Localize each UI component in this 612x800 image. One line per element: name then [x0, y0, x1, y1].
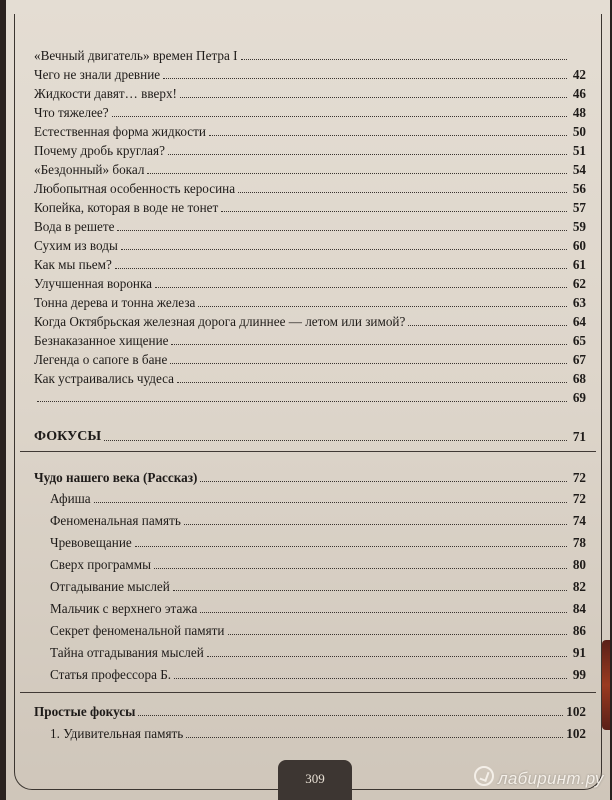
- toc-leader-dots: [163, 78, 567, 79]
- toc-entry-title: Сверх программы: [50, 557, 151, 572]
- toc-leader-dots: [115, 268, 567, 269]
- toc-entry-page: 69: [572, 390, 586, 405]
- toc-leader-dots: [228, 634, 568, 635]
- toc-entry-title: Феноменальная память: [50, 513, 181, 528]
- toc-entry-page: 74: [572, 513, 586, 528]
- toc-leader-dots: [112, 116, 567, 117]
- toc-subsection-title: Простые фокусы: [34, 704, 136, 719]
- toc-entry: [34, 158, 586, 178]
- toc-entry: [50, 487, 586, 507]
- labirint-logo-icon: [474, 766, 494, 786]
- toc-entry-page: 46: [572, 86, 586, 101]
- toc-leader-dots: [155, 287, 567, 288]
- toc-leader-dots: [94, 502, 567, 503]
- toc-section: [34, 425, 586, 445]
- toc-entry: [50, 553, 586, 573]
- toc-entry-title: Естественная форма жидкости: [34, 124, 206, 139]
- toc-leader-dots: [241, 59, 568, 60]
- toc-entry: [34, 329, 586, 349]
- toc-entry-title: Мальчик с верхнего этажа: [50, 601, 198, 616]
- toc-section-page: 71: [572, 429, 586, 444]
- toc-entry: [50, 722, 586, 742]
- toc-entry-title: Улучшенная воронка: [34, 276, 153, 291]
- toc-leader-dots: [154, 568, 567, 569]
- toc-entry-title: Тонна дерева и тонна железа: [34, 295, 196, 310]
- watermark-text: лабиринт.ру: [498, 769, 604, 788]
- toc-entry-title: Чревовещание: [50, 535, 132, 550]
- toc-leader-dots: [117, 230, 567, 231]
- toc-entry: [50, 663, 586, 683]
- toc-entry-title: Секрет феноменальной памяти: [50, 623, 225, 638]
- toc-entry-page: 56: [572, 181, 586, 196]
- toc-entry-title: Афиша: [50, 491, 91, 506]
- toc-entry-title: «Вечный двигатель» времен Петра I: [34, 48, 238, 63]
- page-number-tab: [278, 760, 352, 800]
- page-number: 309: [305, 771, 325, 786]
- toc-entry-title: Жидкости давят… вверх!: [34, 86, 177, 101]
- toc-entry: [34, 291, 586, 311]
- toc-entry-page: 86: [572, 623, 586, 638]
- toc-entry: [50, 597, 586, 617]
- toc-entry: [34, 63, 586, 83]
- toc-entry: [34, 82, 586, 102]
- toc-entry: [34, 101, 586, 121]
- toc-leader-dots: [37, 401, 567, 402]
- toc-leader-dots: [186, 737, 563, 738]
- toc-entry-page: 61: [572, 257, 586, 272]
- toc-leader-dots: [200, 481, 567, 482]
- toc-entry: [34, 310, 586, 330]
- toc-leader-dots: [207, 656, 567, 657]
- toc-entry: [34, 44, 586, 64]
- toc-leader-dots: [408, 325, 567, 326]
- toc-entry-title: «Бездонный» бокал: [34, 162, 145, 177]
- toc-entry-title: Как мы пьем?: [34, 257, 112, 272]
- toc-entry-page: 78: [572, 535, 586, 550]
- toc-entry-page: 102: [566, 726, 586, 741]
- toc-entry-title: Сухим из воды: [34, 238, 118, 253]
- toc-entry-page: 42: [572, 67, 586, 82]
- toc-entry: [50, 641, 586, 661]
- toc-entry-page: 84: [572, 601, 586, 616]
- toc-entry-page: 80: [572, 557, 586, 572]
- toc-subsection-page: 102: [566, 704, 586, 719]
- toc-entry-title: Копейка, которая в воде не тонет: [34, 200, 219, 215]
- toc-entry-page: 59: [572, 219, 586, 234]
- toc-entry: [34, 386, 586, 406]
- toc-entry: [34, 272, 586, 292]
- toc-subsection-page: 72: [572, 470, 586, 485]
- toc-leader-dots: [198, 306, 567, 307]
- toc-entry-title: Тайна отгадывания мыслей: [50, 645, 204, 660]
- toc-entry-page: 68: [572, 371, 586, 386]
- toc-leader-dots: [135, 546, 567, 547]
- toc-leader-dots: [104, 440, 567, 441]
- toc-entry-title: Любопытная особенность керосина: [34, 181, 236, 196]
- toc-entry: [34, 253, 586, 273]
- toc-leader-dots: [121, 249, 567, 250]
- toc-leader-dots: [170, 363, 567, 364]
- toc-entry-title: Отгадывание мыслей: [50, 579, 170, 594]
- divider: [20, 451, 596, 452]
- toc-entry-page: 99: [572, 667, 586, 682]
- toc-entry-page: 82: [572, 579, 586, 594]
- toc-entry-title: Статья профессора Б.: [50, 667, 172, 682]
- toc-subsection: [34, 700, 586, 720]
- toc-entry-page: 51: [572, 143, 586, 158]
- divider: [20, 692, 596, 693]
- toc-entry-title: Легенда о сапоге в бане: [34, 352, 168, 367]
- toc-entry-page: 60: [572, 238, 586, 253]
- toc-leader-dots: [174, 678, 567, 679]
- toc-entry-title: Что тяжелее?: [34, 105, 109, 120]
- toc-entry-title: Когда Октябрьская железная дорога длиннее — летом или зимой?: [34, 314, 406, 329]
- toc-section-title: ФОКУСЫ: [34, 429, 102, 444]
- toc-leader-dots: [147, 173, 567, 174]
- toc-entry: [34, 367, 586, 387]
- toc-entry: [50, 619, 586, 639]
- toc-entry: [34, 139, 586, 159]
- toc-leader-dots: [177, 382, 567, 383]
- toc-entry-page: 65: [572, 333, 586, 348]
- toc-entry-title: Как устраивались чудеса: [34, 371, 175, 386]
- toc-entry-page: 67: [572, 352, 586, 367]
- toc-entry-page: 57: [572, 200, 586, 215]
- toc-leader-dots: [180, 97, 567, 98]
- toc-leader-dots: [238, 192, 567, 193]
- toc-entry-title: 1. Удивительная память: [50, 726, 184, 741]
- toc-leader-dots: [173, 590, 567, 591]
- toc-entry: [34, 120, 586, 140]
- bookmark-edge: [602, 640, 610, 730]
- toc-entry: [34, 215, 586, 235]
- toc-entry: [34, 196, 586, 216]
- toc-entry-title: Почему дробь круглая?: [34, 143, 165, 158]
- toc-entry-title: Вода в решете: [34, 219, 115, 234]
- toc-leader-dots: [221, 211, 567, 212]
- toc-subsection-title: Чудо нашего века (Рассказ): [34, 470, 198, 485]
- toc-entry: [34, 177, 586, 197]
- toc-entry: [50, 509, 586, 529]
- watermark: [474, 766, 604, 789]
- toc-entry-page: 64: [572, 314, 586, 329]
- toc-entry: [34, 348, 586, 368]
- toc-entry-page: 48: [572, 105, 586, 120]
- toc-entry-page: 50: [572, 124, 586, 139]
- toc-entry: [34, 234, 586, 254]
- toc-leader-dots: [200, 612, 567, 613]
- toc-entry-title: Безнаказанное хищение: [34, 333, 169, 348]
- table-of-contents: [6, 0, 610, 800]
- toc-entry-title: Чего не знали древние: [34, 67, 161, 82]
- toc-entry-page: 62: [572, 276, 586, 291]
- toc-entry-page: 72: [572, 491, 586, 506]
- toc-entry-page: 91: [572, 645, 586, 660]
- toc-leader-dots: [168, 154, 567, 155]
- toc-leader-dots: [138, 715, 563, 716]
- toc-leader-dots: [171, 344, 567, 345]
- toc-entry: [50, 575, 586, 595]
- book-page: [6, 0, 610, 800]
- toc-entry-page: 63: [572, 295, 586, 310]
- toc-entry-page: 54: [572, 162, 586, 177]
- toc-leader-dots: [184, 524, 567, 525]
- toc-entry: [50, 531, 586, 551]
- toc-leader-dots: [209, 135, 567, 136]
- toc-subsection: [34, 466, 586, 486]
